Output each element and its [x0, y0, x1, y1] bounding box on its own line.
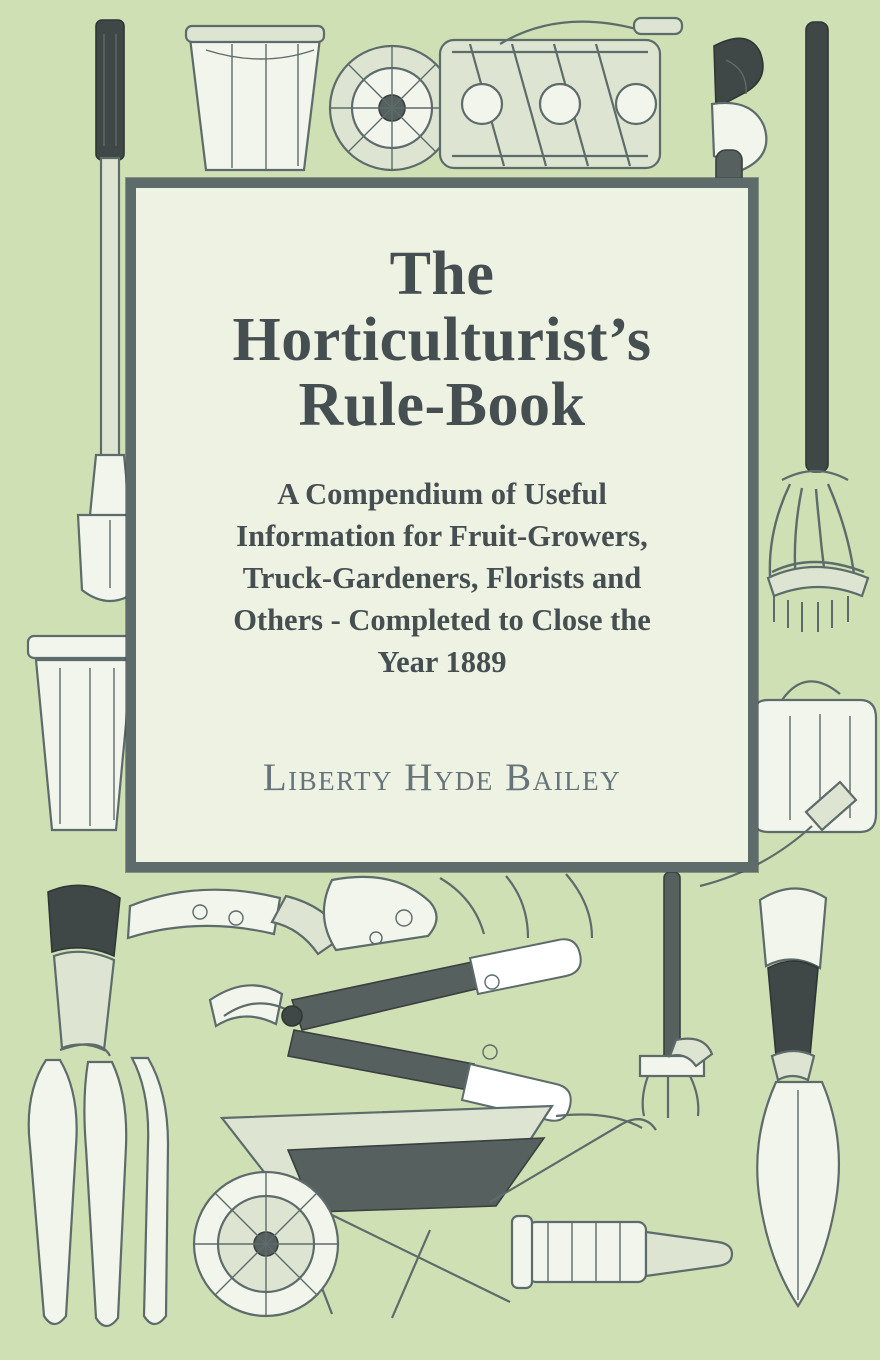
subtitle-line-1: A Compendium of Useful — [277, 477, 607, 512]
title-line-1: The — [389, 240, 495, 308]
title-panel — [126, 178, 758, 872]
title-panel-inner — [133, 185, 751, 865]
subtitle-line-3: Truck-Gardeners, Florists and — [242, 561, 642, 596]
subtitle-line-2: Information for Fruit-Growers, — [236, 519, 648, 554]
page-title — [162, 242, 722, 439]
subtitle-line-5: Year 1889 — [377, 645, 507, 680]
book-subtitle — [162, 473, 722, 683]
subtitle-line-4: Others - Completed to Close the — [233, 603, 651, 638]
author-name: Liberty Hyde Bailey — [262, 756, 622, 799]
title-line-2: Horticulturist’s — [232, 305, 652, 374]
title-line-3: Rule-Book — [298, 371, 586, 440]
bucket-icon — [186, 26, 324, 170]
